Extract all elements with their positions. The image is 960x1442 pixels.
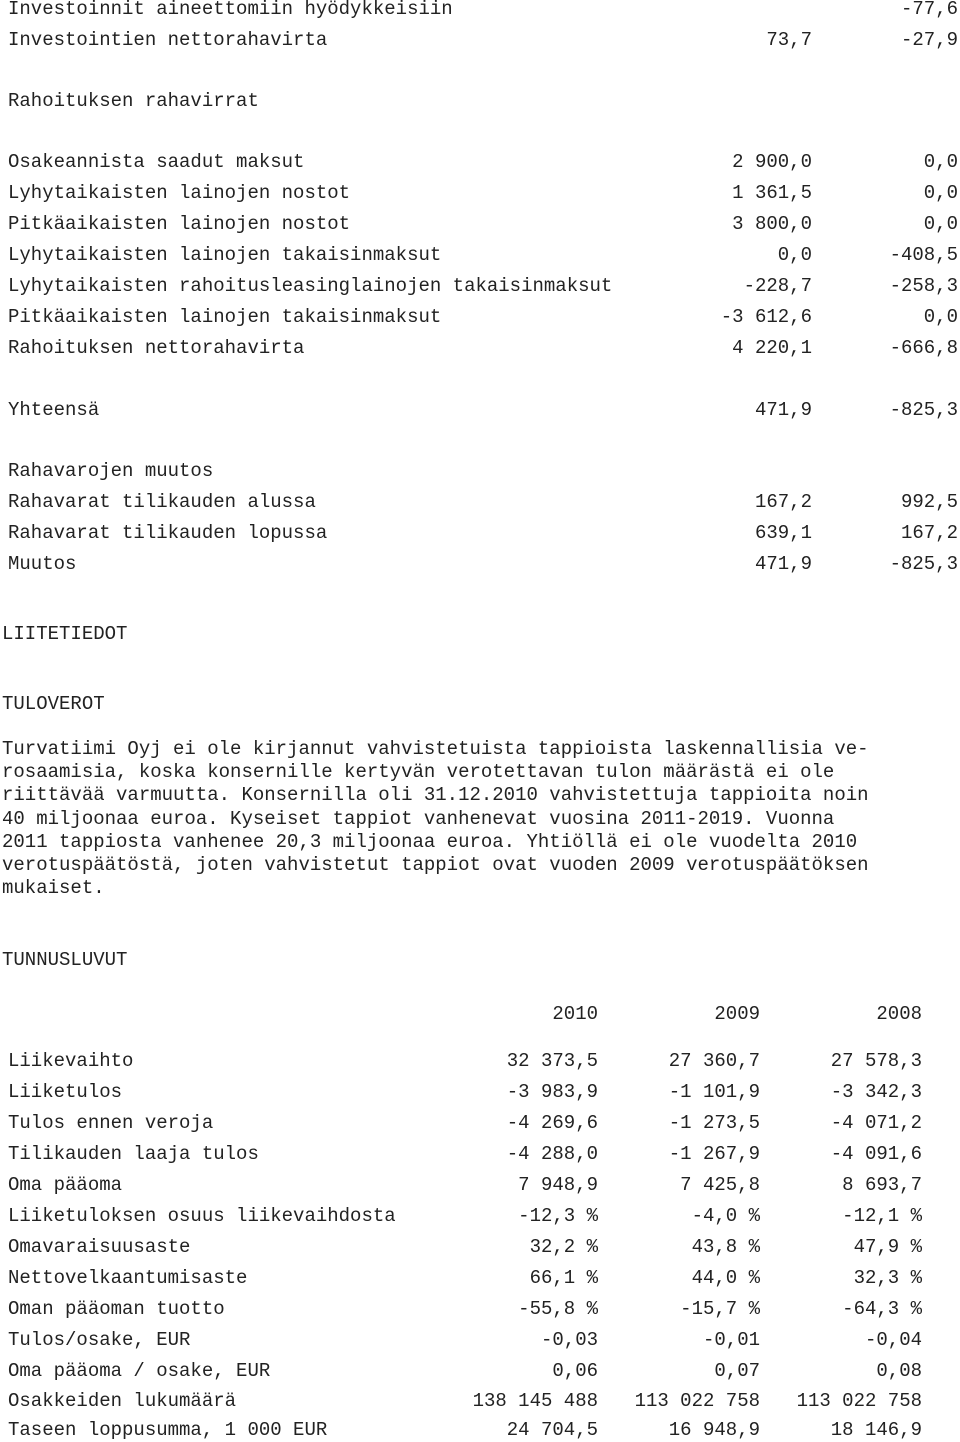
kpi-row: [0, 1173, 960, 1197]
kpi-2009: 27 360,7: [668, 1050, 760, 1072]
kpi-row: [0, 1359, 960, 1383]
financing-row: [0, 181, 960, 205]
kpi-2010: 0,06: [552, 1360, 598, 1382]
value-2009: 0,0: [923, 213, 958, 235]
year-2010: 2010: [552, 1003, 598, 1025]
financing-row: [0, 336, 960, 360]
tax-paragraph: Turvatiimi Oyj ei ole kirjannut vahvistetuista tappioista laskennallisia ve- rosaamisia, koska konsernille kertyvän verotettavan tulon määrästä ei ole riittävää varmuutta. Konsernilla oli 31.12.2010 vahvistettuja tappioita noin 40 miljoonaa euroa. Kyseiset tappiot vanhenevat vuosina 2011-2019. Vuonna 2011 tappiosta vanhenee 20,3 miljoonaa euroa. Yhtiöllä ei ole vuodelta 2010 verotuspäätöstä, joten vahvistetut tappiot ovat vuoden 2009 verotuspäätöksen mukaiset.: [2, 738, 869, 900]
financing-heading-text: Rahoituksen rahavirrat: [8, 90, 259, 112]
financing-row: [0, 243, 960, 267]
kpi-2009: -0,01: [702, 1329, 760, 1351]
value-2010: 4 220,1: [732, 337, 812, 359]
kpi-2008: 113 022 758: [796, 1390, 922, 1412]
kpi-2009: -1 273,5: [668, 1112, 760, 1134]
kpi-2008: -4 071,2: [830, 1112, 922, 1134]
cash-heading-text: Rahavarojen muutos: [8, 460, 214, 482]
kpi-label: Oma pääoma / osake, EUR: [8, 1360, 271, 1382]
section-heading: [0, 459, 960, 483]
kpi-row: [0, 1328, 960, 1352]
kpi-row: [0, 1418, 960, 1442]
tax-heading: TULOVEROT: [2, 693, 105, 715]
kpi-row: [0, 1266, 960, 1290]
row-label: Osakeannista saadut maksut: [8, 151, 305, 173]
kpi-label: Taseen loppusumma, 1 000 EUR: [8, 1419, 328, 1441]
cash-row: [0, 490, 960, 514]
value-2009: -825,3: [889, 553, 958, 575]
row-label: Rahoituksen nettorahavirta: [8, 337, 305, 359]
value-2009: 0,0: [923, 306, 958, 328]
value-2009: -408,5: [889, 244, 958, 266]
kpi-row: [0, 1204, 960, 1228]
kpi-2010: -3 983,9: [506, 1081, 598, 1103]
value-2009: 0,0: [923, 182, 958, 204]
kpi-2010: -12,3 %: [518, 1205, 598, 1227]
row-label: Muutos: [8, 553, 77, 575]
kpi-2008: -3 342,3: [830, 1081, 922, 1103]
kpi-2010: 24 704,5: [506, 1419, 598, 1441]
value-2009: 992,5: [900, 491, 958, 513]
kpi-row: [0, 1235, 960, 1259]
value-2010: 2 900,0: [732, 151, 812, 173]
kpi-row: [0, 1297, 960, 1321]
kpi-2009: 0,07: [714, 1360, 760, 1382]
kpi-2010: -55,8 %: [518, 1298, 598, 1320]
kpi-heading: TUNNUSLUVUT: [2, 949, 128, 971]
notes-heading: LIITETIEDOT: [2, 623, 128, 645]
kpi-2008: 0,08: [876, 1360, 922, 1382]
value-2010: 0,0: [777, 244, 812, 266]
kpi-row: [0, 1389, 960, 1413]
kpi-2010: 66,1 %: [529, 1267, 598, 1289]
value-2010: 167,2: [754, 491, 812, 513]
kpi-2009: 16 948,9: [668, 1419, 760, 1441]
kpi-2009: 113 022 758: [634, 1390, 760, 1412]
kpi-2010: -0,03: [540, 1329, 598, 1351]
kpi-2009: 44,0 %: [691, 1267, 760, 1289]
value-2009: -825,3: [889, 399, 958, 421]
row-label: Pitkäaikaisten lainojen nostot: [8, 213, 351, 235]
kpi-2008: -0,04: [864, 1329, 922, 1351]
financing-row: [0, 212, 960, 236]
value-2009: -258,3: [889, 275, 958, 297]
kpi-2008: 8 693,7: [842, 1174, 922, 1196]
kpi-2009: -1 267,9: [668, 1143, 760, 1165]
kpi-2010: 7 948,9: [518, 1174, 598, 1196]
kpi-2008: 27 578,3: [830, 1050, 922, 1072]
financing-row: [0, 274, 960, 298]
value-2009: 167,2: [900, 522, 958, 544]
financing-row: [0, 305, 960, 329]
row-label: Investoinnit aineettomiin hyödykkeisiin: [8, 0, 453, 20]
kpi-2008: 32,3 %: [853, 1267, 922, 1289]
kpi-row: [0, 1111, 960, 1135]
cashflow-row: [0, 0, 960, 21]
financing-row: [0, 150, 960, 174]
kpi-2008: 47,9 %: [853, 1236, 922, 1258]
year-2009: 2009: [714, 1003, 760, 1025]
kpi-2010: -4 269,6: [506, 1112, 598, 1134]
cash-row: [0, 521, 960, 545]
cashflow-row: [0, 28, 960, 52]
kpi-label: Oman pääoman tuotto: [8, 1298, 225, 1320]
kpi-label: Liiketulos: [8, 1081, 123, 1103]
kpi-2010: 138 145 488: [472, 1390, 598, 1412]
row-label: Pitkäaikaisten lainojen takaisinmaksut: [8, 306, 442, 328]
row-label: Rahavarat tilikauden lopussa: [8, 522, 328, 544]
kpi-year-header: [0, 1002, 960, 1026]
kpi-label: Osakkeiden lukumäärä: [8, 1390, 237, 1412]
row-label: Lyhytaikaisten lainojen takaisinmaksut: [8, 244, 442, 266]
kpi-label: Liikevaihto: [8, 1050, 134, 1072]
kpi-label: Oma pääoma: [8, 1174, 123, 1196]
value-2009: -27,9: [900, 29, 958, 51]
value-2010: 471,9: [754, 399, 812, 421]
value-2010: -3 612,6: [720, 306, 812, 328]
total-row: [0, 398, 960, 422]
kpi-label: Tulos ennen veroja: [8, 1112, 214, 1134]
kpi-row: [0, 1142, 960, 1166]
kpi-2009: 43,8 %: [691, 1236, 760, 1258]
row-label: Investointien nettorahavirta: [8, 29, 328, 51]
kpi-2008: 18 146,9: [830, 1419, 922, 1441]
value-2010: -228,7: [743, 275, 812, 297]
value-2010: 471,9: [754, 553, 812, 575]
kpi-2009: -1 101,9: [668, 1081, 760, 1103]
value-2010: 73,7: [766, 29, 812, 51]
kpi-label: Liiketuloksen osuus liikevaihdosta: [8, 1205, 396, 1227]
value-2009: -666,8: [889, 337, 958, 359]
kpi-2009: -4,0 %: [691, 1205, 760, 1227]
section-heading: [0, 89, 960, 113]
row-label: Lyhytaikaisten rahoitusleasinglainojen takaisinmaksut: [8, 275, 613, 297]
value-2010: 3 800,0: [732, 213, 812, 235]
kpi-2008: -4 091,6: [830, 1143, 922, 1165]
row-label: Rahavarat tilikauden alussa: [8, 491, 316, 513]
value-2009: -77,6: [900, 0, 958, 20]
kpi-2010: 32,2 %: [529, 1236, 598, 1258]
cash-row: [0, 552, 960, 576]
kpi-row: [0, 1049, 960, 1073]
row-label: Yhteensä: [8, 399, 100, 421]
value-2010: 639,1: [754, 522, 812, 544]
kpi-label: Nettovelkaantumisaste: [8, 1267, 248, 1289]
row-label: Lyhytaikaisten lainojen nostot: [8, 182, 351, 204]
kpi-2009: 7 425,8: [680, 1174, 760, 1196]
year-2008: 2008: [876, 1003, 922, 1025]
kpi-row: [0, 1080, 960, 1104]
value-2009: 0,0: [923, 151, 958, 173]
kpi-label: Tulos/osake, EUR: [8, 1329, 191, 1351]
kpi-2008: -12,1 %: [842, 1205, 922, 1227]
kpi-2009: -15,7 %: [680, 1298, 760, 1320]
kpi-label: Tilikauden laaja tulos: [8, 1143, 259, 1165]
kpi-2008: -64,3 %: [842, 1298, 922, 1320]
kpi-label: Omavaraisuusaste: [8, 1236, 191, 1258]
kpi-2010: 32 373,5: [506, 1050, 598, 1072]
kpi-2010: -4 288,0: [506, 1143, 598, 1165]
value-2010: 1 361,5: [732, 182, 812, 204]
